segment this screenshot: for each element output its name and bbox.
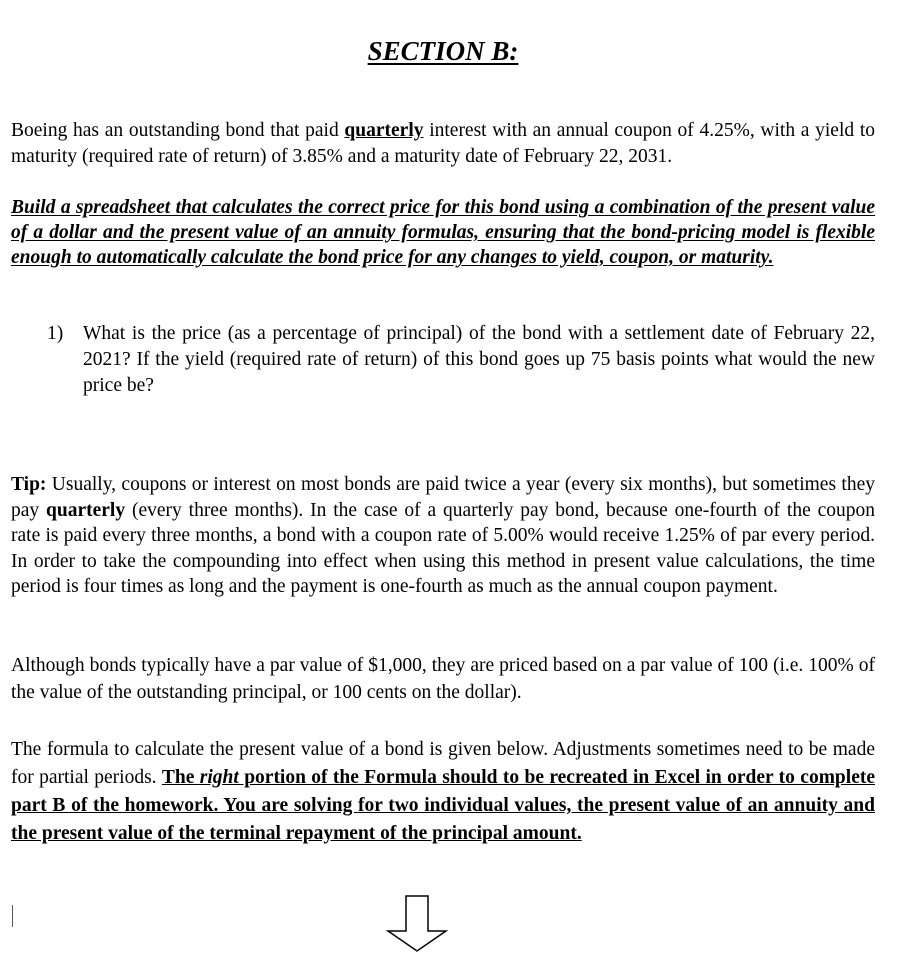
formula-bold-start: The (161, 767, 200, 788)
formula-paragraph (11, 736, 875, 848)
question-number: 1) (47, 323, 64, 344)
tip-quarterly-emphasis: quarterly (46, 499, 126, 521)
tip-text-1: Usually, coupons or interest on most bonds are paid twice a year (every six months), but sometimes they pay (11, 474, 875, 521)
instruction-paragraph: Build a spreadsheet that calculates the correct price for this bond using a combination of the present value of a dollar and the present value of an annuity formulas, ensuring that the bond-pricing model is flexible enough to automatically calculate the bond price for any changes to yield, coupon, or maturity. (11, 197, 875, 268)
par-value-paragraph: Although bonds typically have a par value of $1,000, they are priced based on a par value of 100 (i.e. 100% of the value of the outstanding principal, or 100 cents on the dollar). (11, 655, 875, 703)
formula-plain-text: The formula to calculate the present value of a bond is given below. Adjustments sometimes need to be made for partial periods. (11, 739, 875, 788)
tip-paragraph (11, 472, 875, 600)
intro-paragraph (11, 118, 875, 170)
intro-quarterly-emphasis: quarterly (344, 120, 424, 141)
down-arrow-icon (386, 895, 448, 953)
intro-text-end: interest with an annual coupon of 4.25%, with a yield to maturity (required rate of return) of 3.85% and a maturity date of February 22, 2031. (11, 120, 875, 167)
formula-bold-end: portion of the Formula should to be recreated in Excel in order to complete part B of the homework. You are solving for two individual values, the present value of an annuity and the present value of the terminal repayment of the principal amount. (11, 767, 875, 844)
section-title: SECTION B: (367, 36, 519, 66)
tip-text-2: (every three months). In the case of a quarterly pay bond, because one-fourth of the coupon rate is paid every three months, a bond with a coupon rate of 5.00% would receive 1.25% of par every period. In order to take the compounding into effect when using this method in present value calculations, the time period is four times as long and the payment is one-fourth as much as the annual coupon payment. (11, 499, 875, 597)
question-text: What is the price (as a percentage of principal) of the bond with a settlement date of February 22, 2021? If the yield (required rate of return) of this bond goes up 75 basis points what would the new price be? (83, 323, 875, 396)
text-cursor (12, 905, 13, 927)
tip-label: Tip: (11, 474, 47, 495)
intro-text-start: Boeing has an outstanding bond that paid (11, 120, 345, 141)
formula-right-emphasis: right (199, 767, 239, 788)
question-item (47, 321, 875, 399)
